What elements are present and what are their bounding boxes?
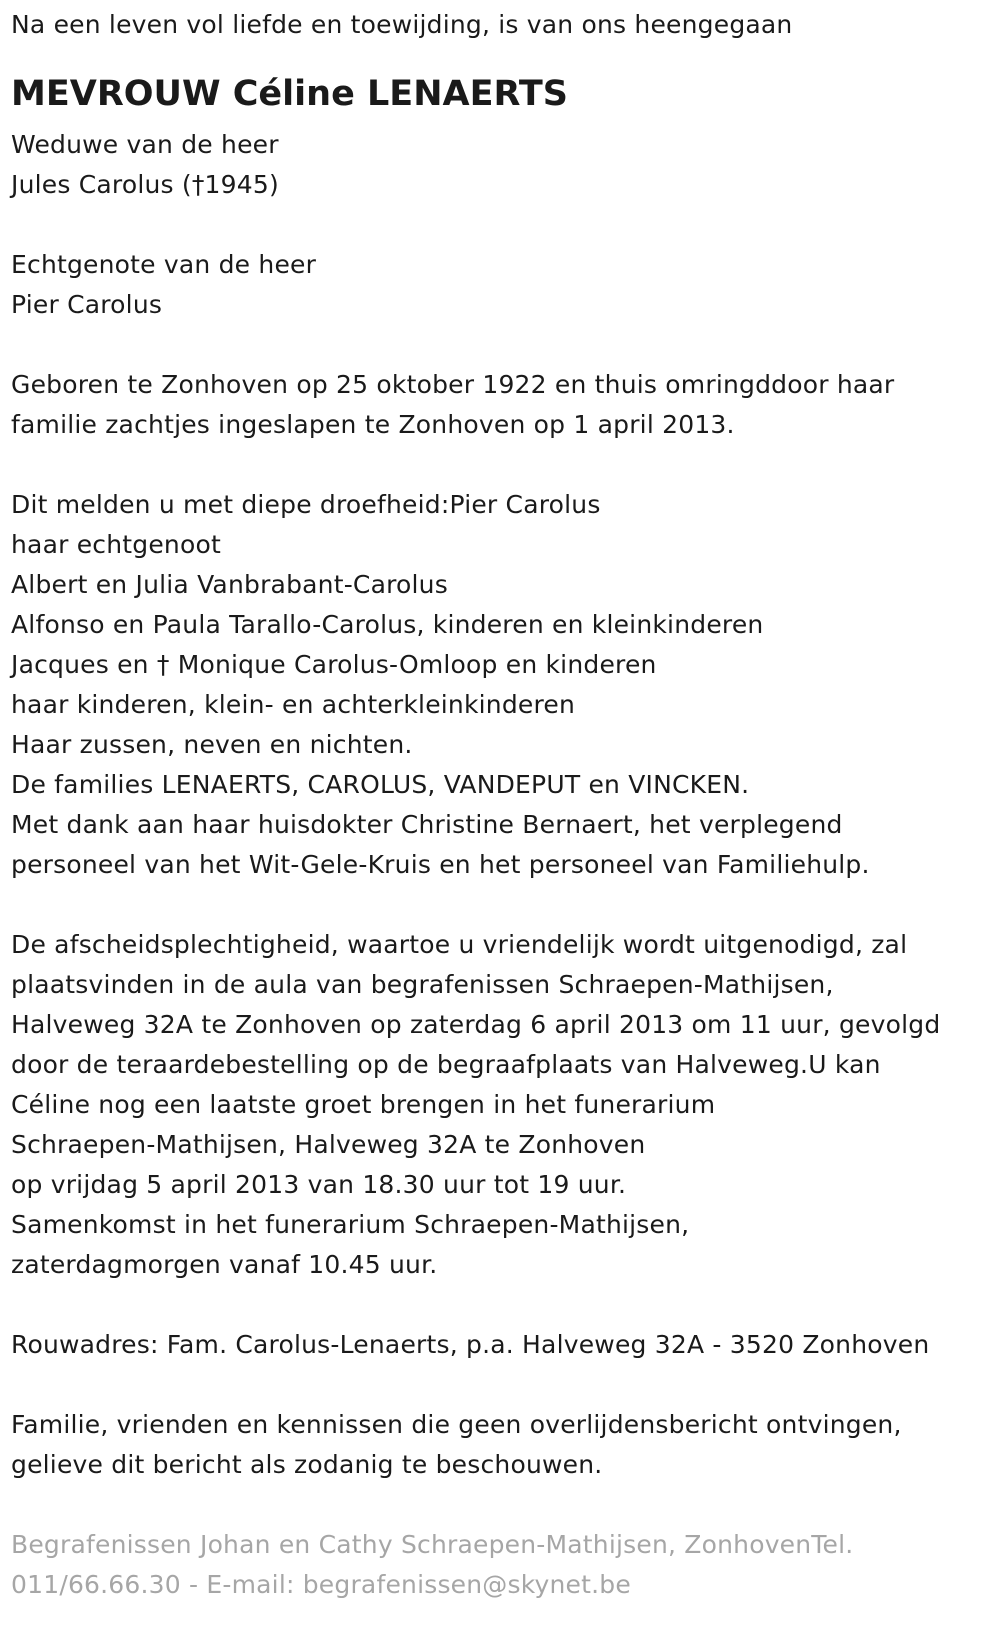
birth-line: familie zachtjes ingeslapen te Zonhoven op 1 april 2013. xyxy=(11,410,735,439)
ceremony-line: Céline nog een laatste groet brengen in het funerarium xyxy=(11,1090,716,1119)
spacer xyxy=(11,885,991,925)
widow-block xyxy=(11,125,991,205)
ceremony-line: Halveweg 32A te Zonhoven op zaterdag 6 april 2013 om 11 uur, gevolgd xyxy=(11,1010,941,1039)
spacer xyxy=(11,1285,991,1325)
announcement-block xyxy=(11,485,991,885)
ceremony-line: plaatsvinden in de aula van begrafenissen Schraepen-Mathijsen, xyxy=(11,970,834,999)
spacer xyxy=(11,205,991,245)
ceremony-line: door de teraardebestelling op de begraafplaats van Halveweg.U kan xyxy=(11,1050,881,1079)
announcement-line: Jacques en † Monique Carolus-Omloop en kinderen xyxy=(11,650,657,679)
contact-line: 011/66.66.30 - E-mail: begrafenissen@skynet.be xyxy=(11,1570,631,1599)
ceremony-line: De afscheidsplechtigheid, waartoe u vriendelijk wordt uitgenodigd, zal xyxy=(11,930,908,959)
ceremony-line: Schraepen-Mathijsen, Halveweg 32A te Zonhoven xyxy=(11,1130,646,1159)
announcement-line: Albert en Julia Vanbrabant-Carolus xyxy=(11,570,448,599)
announcement-line: Haar zussen, neven en nichten. xyxy=(11,730,413,759)
birth-block xyxy=(11,365,991,445)
announcement-line: Alfonso en Paula Tarallo-Carolus, kinderen en kleinkinderen xyxy=(11,610,764,639)
spacer xyxy=(11,445,991,485)
intro-text: Na een leven vol liefde en toewijding, is van ons heengegaan xyxy=(11,10,793,39)
notice-block xyxy=(11,1405,991,1485)
spouse-line: Echtgenote van de heer xyxy=(11,250,317,279)
spacer xyxy=(11,1365,991,1405)
ceremony-line: Samenkomst in het funerarium Schraepen-Mathijsen, xyxy=(11,1210,690,1239)
ceremony-line: zaterdagmorgen vanaf 10.45 uur. xyxy=(11,1250,438,1279)
widow-line: Weduwe van de heer xyxy=(11,130,279,159)
spacer xyxy=(11,45,991,63)
obituary-document xyxy=(11,5,991,1605)
announcement-line: haar kinderen, klein- en achterkleinkinderen xyxy=(11,690,576,719)
widow-line: Jules Carolus (†1945) xyxy=(11,170,279,199)
notice-line: Familie, vrienden en kennissen die geen overlijdensbericht ontvingen, xyxy=(11,1410,902,1439)
announcement-line: personeel van het Wit-Gele-Kruis en het personeel van Familiehulp. xyxy=(11,850,870,879)
spouse-line: Pier Carolus xyxy=(11,290,163,319)
mourning-address: Rouwadres: Fam. Carolus-Lenaerts, p.a. Halveweg 32A - 3520 Zonhoven xyxy=(11,1330,930,1359)
spacer xyxy=(11,325,991,365)
ceremony-line: op vrijdag 5 april 2013 van 18.30 uur tot 19 uur. xyxy=(11,1170,627,1199)
birth-line: Geboren te Zonhoven op 25 oktober 1922 en thuis omringddoor haar xyxy=(11,370,895,399)
deceased-name: MEVROUW Céline LENAERTS xyxy=(11,74,568,114)
ceremony-block xyxy=(11,925,991,1285)
spouse-block xyxy=(11,245,991,325)
spacer xyxy=(11,1485,991,1525)
announcement-line: haar echtgenoot xyxy=(11,530,221,559)
announcement-line: Met dank aan haar huisdokter Christine Bernaert, het verplegend xyxy=(11,810,843,839)
announcement-line: Dit melden u met diepe droefheid:Pier Carolus xyxy=(11,490,601,519)
funeral-home-line: Begrafenissen Johan en Cathy Schraepen-Mathijsen, ZonhovenTel. xyxy=(11,1530,854,1559)
announcement-line: De families LENAERTS, CAROLUS, VANDEPUT en VINCKEN. xyxy=(11,770,750,799)
notice-line: gelieve dit bericht als zodanig te beschouwen. xyxy=(11,1450,603,1479)
footer-block xyxy=(11,1525,991,1605)
